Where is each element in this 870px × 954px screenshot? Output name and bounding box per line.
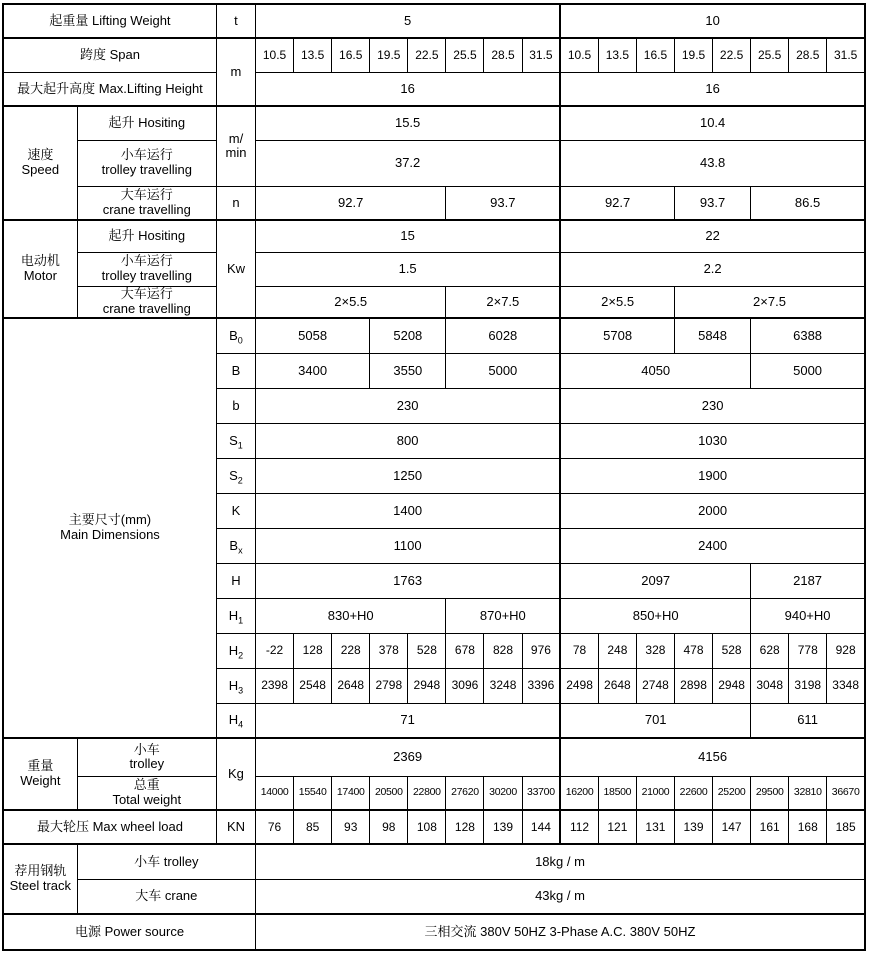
power-source-value: 三相交流 380V 50HZ 3-Phase A.C. 380V 50HZ [256, 914, 865, 950]
dim-h3-value: 2398 [256, 668, 294, 703]
dim-h3-value: 2798 [370, 668, 408, 703]
dim-label-h2: $H_2$ [216, 633, 255, 668]
row-motor-hoisting [3, 220, 865, 252]
speed-crane-label: 大车运行 crane travelling [77, 186, 216, 220]
wheel-load-value: 108 [408, 810, 446, 844]
dim-h1-value: 830+H0 [256, 598, 446, 633]
dim-bx-value: 1100 [256, 528, 561, 563]
dim-h2-value: 778 [789, 633, 827, 668]
group-speed: 速度 Speed [3, 106, 77, 220]
span-value: 19.5 [674, 38, 712, 72]
speed-crane-unit: n [216, 186, 255, 220]
motor-crane-value: 2×5.5 [560, 286, 674, 318]
dim-h2-value: 528 [713, 633, 751, 668]
weight-total-value: 32810 [789, 776, 827, 810]
motor-crane-value: 2×5.5 [256, 286, 446, 318]
wheel-load-value: 121 [598, 810, 636, 844]
dim-h-value: 2097 [560, 563, 750, 598]
wheel-load-value: 144 [522, 810, 560, 844]
power-source-label: 电源 Power source [3, 914, 256, 950]
dim-h2-value: 128 [294, 633, 332, 668]
weight-unit: Kg [216, 738, 255, 810]
dim-h4-value: 71 [256, 703, 561, 738]
dim-label-k: K [216, 493, 255, 528]
dim-h1-value: 870+H0 [446, 598, 560, 633]
weight-trolley-value: 4156 [560, 738, 865, 776]
dim-h2-value: 328 [636, 633, 674, 668]
wheel-load-value: 93 [332, 810, 370, 844]
dim-s1-value: 800 [256, 423, 561, 458]
span-value: 22.5 [713, 38, 751, 72]
span-value: 10.5 [560, 38, 598, 72]
speed-crane-value: 93.7 [446, 186, 560, 220]
dim-h1-value: 940+H0 [751, 598, 865, 633]
weight-total-value: 25200 [713, 776, 751, 810]
speed-trolley-value: 37.2 [256, 140, 561, 186]
wheel-load-value: 98 [370, 810, 408, 844]
dim-b-value: 4050 [560, 353, 750, 388]
track-crane-label: 大车 crane [77, 879, 255, 914]
weight-total-value: 30200 [484, 776, 522, 810]
dim-h3-value: 3198 [789, 668, 827, 703]
dim-h3-value: 2948 [408, 668, 446, 703]
max-height-value: 16 [256, 72, 561, 106]
dim-b-small-value: 230 [256, 388, 561, 423]
dim-b0-value: 6388 [751, 318, 865, 353]
wheel-load-value: 185 [827, 810, 865, 844]
wheel-load-value: 131 [636, 810, 674, 844]
speed-crane-value: 93.7 [674, 186, 750, 220]
weight-total-value: 27620 [446, 776, 484, 810]
wheel-load-unit: KN [216, 810, 255, 844]
dim-label-b-small: b [216, 388, 255, 423]
dim-label-b0: $B_0$ [216, 318, 255, 353]
weight-total-value: 17400 [332, 776, 370, 810]
dim-b-value: 3550 [370, 353, 446, 388]
speed-hoisting-label: 起升 Hositing [77, 106, 216, 140]
dim-h2-value: 528 [408, 633, 446, 668]
span-value: 28.5 [789, 38, 827, 72]
group-main-dimensions: 主要尺寸(mm) Main Dimensions [3, 318, 216, 738]
span-value: 13.5 [598, 38, 636, 72]
weight-trolley-label: 小车 trolley [77, 738, 216, 776]
weight-total-value: 16200 [560, 776, 598, 810]
row-weight-trolley [3, 738, 865, 776]
wheel-load-label: 最大轮压 Max wheel load [3, 810, 216, 844]
dim-h4-value: 611 [751, 703, 865, 738]
span-value: 13.5 [294, 38, 332, 72]
speed-trolley-value: 43.8 [560, 140, 865, 186]
dim-h3-value: 2748 [636, 668, 674, 703]
weight-total-value: 18500 [598, 776, 636, 810]
weight-total-label: 总重 Total weight [77, 776, 216, 810]
wheel-load-value: 85 [294, 810, 332, 844]
span-value: 31.5 [522, 38, 560, 72]
dim-h3-value: 3396 [522, 668, 560, 703]
dim-h2-value: 928 [827, 633, 865, 668]
dim-h2-value: 628 [751, 633, 789, 668]
dim-b-small-value: 230 [560, 388, 865, 423]
dim-h-value: 2187 [751, 563, 865, 598]
wheel-load-value: 161 [751, 810, 789, 844]
weight-total-value: 14000 [256, 776, 294, 810]
weight-total-value: 29500 [751, 776, 789, 810]
row-speed-crane [3, 186, 865, 220]
dim-h3-value: 2648 [332, 668, 370, 703]
dim-h4-value: 701 [560, 703, 750, 738]
motor-hoisting-value: 15 [256, 220, 561, 252]
dim-bx-value: 2400 [560, 528, 865, 563]
dim-h2-value: 478 [674, 633, 712, 668]
dim-b0-value: 5058 [256, 318, 370, 353]
lifting-weight-unit: t [216, 4, 255, 38]
row-span [3, 38, 865, 72]
row-max-wheel-load [3, 810, 865, 844]
dim-h2-value: 78 [560, 633, 598, 668]
wheel-load-value: 147 [713, 810, 751, 844]
dim-b0-value: 5848 [674, 318, 750, 353]
speed-hoisting-value: 10.4 [560, 106, 865, 140]
max-height-label: 最大起升高度 Max.Lifting Height [3, 72, 216, 106]
motor-trolley-value: 2.2 [560, 252, 865, 286]
row-lifting-weight [3, 4, 865, 38]
dim-h1-value: 850+H0 [560, 598, 750, 633]
dim-s2-value: 1900 [560, 458, 865, 493]
dim-label-h1: $H_1$ [216, 598, 255, 633]
dim-label-h: H [216, 563, 255, 598]
dim-b0-value: 5208 [370, 318, 446, 353]
weight-total-value: 22800 [408, 776, 446, 810]
span-value: 25.5 [446, 38, 484, 72]
lifting-weight-value: 5 [256, 4, 561, 38]
speed-trolley-label: 小车运行 trolley travelling [77, 140, 216, 186]
row-speed-hoisting [3, 106, 865, 140]
dim-b-value: 5000 [751, 353, 865, 388]
dim-b-value: 3400 [256, 353, 370, 388]
motor-trolley-value: 1.5 [256, 252, 561, 286]
row-max-lifting-height [3, 72, 865, 106]
dim-label-b: B [216, 353, 255, 388]
weight-total-value: 22600 [674, 776, 712, 810]
dim-h2-value: 828 [484, 633, 522, 668]
dim-h3-value: 2498 [560, 668, 598, 703]
dim-h3-value: 2648 [598, 668, 636, 703]
motor-crane-value: 2×7.5 [674, 286, 865, 318]
wheel-load-value: 168 [789, 810, 827, 844]
dim-k-value: 1400 [256, 493, 561, 528]
row-motor-crane [3, 286, 865, 318]
weight-trolley-value: 2369 [256, 738, 561, 776]
weight-total-value: 33700 [522, 776, 560, 810]
span-value: 22.5 [408, 38, 446, 72]
dim-label-bx: $B_x$ [216, 528, 255, 563]
row-track-crane [3, 879, 865, 914]
dim-h-value: 1763 [256, 563, 561, 598]
span-unit: m [216, 38, 255, 106]
motor-hoisting-value: 22 [560, 220, 865, 252]
dim-h3-value: 3348 [827, 668, 865, 703]
wheel-load-value: 139 [674, 810, 712, 844]
track-trolley-value: 18kg / m [256, 844, 865, 879]
dim-h3-value: 3248 [484, 668, 522, 703]
span-value: 28.5 [484, 38, 522, 72]
group-weight: 重量 Weight [3, 738, 77, 810]
motor-crane-label: 大车运行 crane travelling [77, 286, 216, 318]
group-steel-track: 荐用钢轨 Steel track [3, 844, 77, 914]
span-value: 10.5 [256, 38, 294, 72]
span-value: 16.5 [332, 38, 370, 72]
speed-crane-value: 92.7 [256, 186, 446, 220]
crane-spec-table [2, 3, 866, 951]
weight-total-value: 15540 [294, 776, 332, 810]
weight-total-value: 36670 [827, 776, 865, 810]
dim-label-s2: $S_2$ [216, 458, 255, 493]
dim-h3-value: 3048 [751, 668, 789, 703]
dim-b0-value: 5708 [560, 318, 674, 353]
span-value: 25.5 [751, 38, 789, 72]
span-label: 跨度 Span [3, 38, 216, 72]
dim-h2-value: 248 [598, 633, 636, 668]
dim-k-value: 2000 [560, 493, 865, 528]
lifting-weight-label: 起重量 Lifting Weight [3, 4, 216, 38]
lifting-weight-value: 10 [560, 4, 865, 38]
dim-h2-value: 228 [332, 633, 370, 668]
dim-h2-value: -22 [256, 633, 294, 668]
span-value: 19.5 [370, 38, 408, 72]
speed-crane-value: 92.7 [560, 186, 674, 220]
dim-b0-value: 6028 [446, 318, 560, 353]
motor-trolley-label: 小车运行 trolley travelling [77, 252, 216, 286]
dim-h3-value: 2948 [713, 668, 751, 703]
dim-s1-value: 1030 [560, 423, 865, 458]
row-track-trolley [3, 844, 865, 879]
weight-total-value: 20500 [370, 776, 408, 810]
motor-crane-value: 2×7.5 [446, 286, 560, 318]
dim-s2-value: 1250 [256, 458, 561, 493]
group-motor: 电动机 Motor [3, 220, 77, 318]
max-height-value: 16 [560, 72, 865, 106]
weight-total-value: 21000 [636, 776, 674, 810]
wheel-load-value: 128 [446, 810, 484, 844]
speed-crane-value: 86.5 [751, 186, 865, 220]
span-value: 16.5 [636, 38, 674, 72]
dim-h3-value: 2548 [294, 668, 332, 703]
motor-unit: Kw [216, 220, 255, 318]
track-trolley-label: 小车 trolley [77, 844, 255, 879]
dim-h2-value: 678 [446, 633, 484, 668]
wheel-load-value: 139 [484, 810, 522, 844]
dim-label-h4: $H_4$ [216, 703, 255, 738]
wheel-load-value: 76 [256, 810, 294, 844]
dim-h3-value: 3096 [446, 668, 484, 703]
motor-hoisting-label: 起升 Hositing [77, 220, 216, 252]
row-power-source [3, 914, 865, 950]
wheel-load-value: 112 [560, 810, 598, 844]
row-motor-trolley [3, 252, 865, 286]
dim-h2-value: 976 [522, 633, 560, 668]
row-speed-trolley [3, 140, 865, 186]
span-value: 31.5 [827, 38, 865, 72]
track-crane-value: 43kg / m [256, 879, 865, 914]
dim-h3-value: 2898 [674, 668, 712, 703]
speed-unit: m/ min [216, 106, 255, 186]
dim-b-value: 5000 [446, 353, 560, 388]
dim-label-s1: $S_1$ [216, 423, 255, 458]
row-dim-b0 [3, 318, 865, 353]
dim-label-h3: $H_3$ [216, 668, 255, 703]
row-weight-total [3, 776, 865, 810]
speed-hoisting-value: 15.5 [256, 106, 561, 140]
dim-h2-value: 378 [370, 633, 408, 668]
